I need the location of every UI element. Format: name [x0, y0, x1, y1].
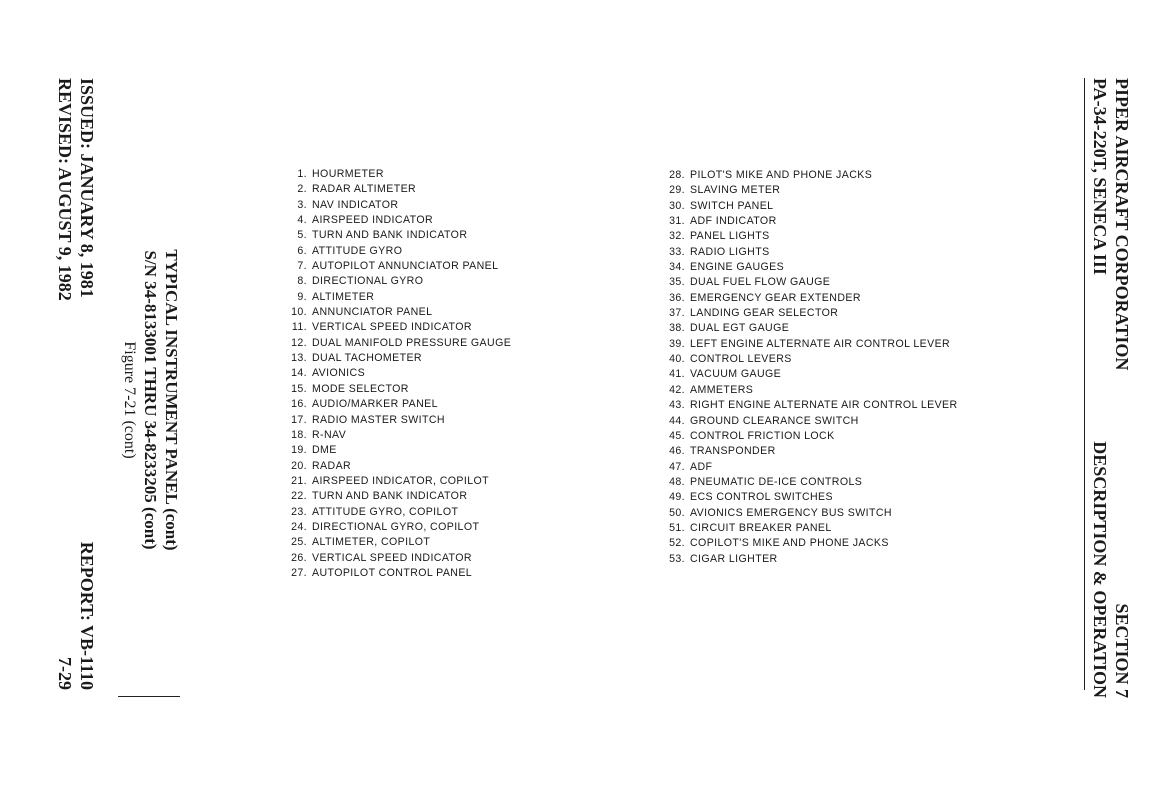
legend-item [280, 566, 511, 581]
legend-list-left [280, 167, 511, 581]
legend-item-number: 14. [291, 367, 307, 380]
legend-item-label: CIRCUIT BREAKER PANEL [690, 521, 832, 534]
legend-item-label: AIRSPEED INDICATOR [312, 214, 434, 227]
legend-item-number: 13. [291, 352, 307, 365]
legend-item-number: 34. [669, 261, 685, 274]
legend-item-number: 9. [297, 290, 307, 303]
legend-item [660, 199, 958, 214]
legend-item-label: TURN AND BANK INDICATOR [312, 229, 468, 242]
legend-item-label: ALTIMETER, COPILOT [312, 536, 431, 549]
legend-item-label: PNEUMATIC DE-ICE CONTROLS [690, 475, 863, 488]
legend-item-label: ADF [690, 460, 713, 473]
legend-item [280, 305, 511, 320]
legend-item [660, 460, 958, 475]
legend-item-label: RADIO MASTER SWITCH [312, 413, 445, 426]
legend-item-label: ALTIMETER [312, 290, 375, 303]
legend-item-label: RADAR [312, 459, 352, 472]
legend-item-number: 47. [669, 460, 685, 473]
legend-item-number: 4. [297, 214, 307, 227]
legend-item-label: ECS CONTROL SWITCHES [690, 491, 833, 504]
legend-item-label: SWITCH PANEL [690, 199, 774, 212]
legend-item-label: ANNUNCIATOR PANEL [312, 306, 433, 319]
legend-item-number: 5. [297, 229, 307, 242]
legend-item-number: 1. [297, 168, 307, 180]
legend-item-label: TRANSPONDER [690, 445, 776, 458]
header-row-2 [1089, 78, 1111, 698]
legend-item [280, 274, 511, 289]
legend-item [280, 382, 511, 397]
legend-item [660, 291, 958, 306]
legend-item [660, 414, 958, 429]
aircraft-model: PA-34-220T, SENECA III [1090, 78, 1110, 275]
legend-item-label: AVIONICS [312, 367, 366, 380]
legend-item-number: 53. [669, 552, 685, 565]
legend-item-label: R-NAV [312, 428, 347, 441]
legend-item-number: 16. [291, 398, 307, 411]
legend-item [660, 444, 958, 459]
page-header [1089, 78, 1133, 698]
legend-item [660, 367, 958, 382]
legend-item-label: AMMETERS [690, 383, 754, 396]
serial-range: S/N 34-8133001 THRU 34-8233205 (cont) [141, 250, 160, 550]
legend-item [660, 214, 958, 229]
legend-item-label: EMERGENCY GEAR EXTENDER [690, 291, 861, 304]
legend-item-number: 17. [291, 413, 307, 426]
legend-item-label: CONTROL LEVERS [690, 353, 792, 366]
legend-item-number: 29. [669, 184, 685, 197]
legend-item-label: DIRECTIONAL GYRO, COPILOT [312, 520, 480, 533]
section-title: DESCRIPTION & OPERATION [1090, 441, 1110, 698]
legend-item-label: MODE SELECTOR [312, 382, 409, 395]
figure-title: TYPICAL INSTRUMENT PANEL (cont) [162, 249, 181, 551]
revised-date: REVISED: AUGUST 9, 1982 [55, 78, 75, 301]
legend-item [660, 260, 958, 275]
legend-item-number: 19. [291, 444, 307, 457]
legend-item-label: VERTICAL SPEED INDICATOR [312, 321, 472, 334]
legend-item-number: 2. [297, 183, 307, 196]
legend-item-number: 45. [669, 429, 685, 442]
legend-item-number: 20. [291, 459, 307, 472]
legend-item [280, 459, 511, 474]
legend-item [280, 520, 511, 535]
report-number: REPORT: VB-1110 [77, 541, 97, 690]
legend-item [660, 321, 958, 336]
legend-item [280, 535, 511, 550]
footer-row-2 [54, 78, 76, 690]
legend-item-label: TURN AND BANK INDICATOR [312, 490, 468, 503]
legend-item [280, 489, 511, 504]
legend-item-label: DUAL EGT GAUGE [690, 322, 790, 335]
legend-item [280, 413, 511, 428]
legend-item [660, 506, 958, 521]
legend-item [660, 168, 958, 183]
legend-item-label: DUAL FUEL FLOW GAUGE [690, 276, 831, 289]
legend-item-number: 38. [669, 322, 685, 335]
legend-item [280, 366, 511, 381]
legend-item-number: 23. [291, 505, 307, 518]
legend-item [280, 428, 511, 443]
legend-item-number: 27. [291, 566, 307, 579]
legend-item-label: ADF INDICATOR [690, 215, 777, 228]
legend-item [280, 259, 511, 274]
legend-item-label: GROUND CLEARANCE SWITCH [690, 414, 859, 427]
legend-item-label: CIGAR LIGHTER [690, 552, 778, 565]
legend-item-label: AUTOPILOT ANNUNCIATOR PANEL [312, 260, 499, 273]
legend-item-number: 46. [669, 445, 685, 458]
legend-item-number: 51. [669, 521, 685, 534]
legend-item-number: 32. [669, 230, 685, 243]
company-name: PIPER AIRCRAFT CORPORATION [1112, 78, 1132, 371]
legend-item-label: RADAR ALTIMETER [312, 183, 417, 196]
legend-item [280, 474, 511, 489]
legend-item-number: 41. [669, 368, 685, 381]
legend-item-label: DME [312, 444, 337, 457]
legend-item-number: 43. [669, 399, 685, 412]
footer-row-1 [76, 78, 98, 690]
legend-item [280, 336, 511, 351]
legend-item-label: LEFT ENGINE ALTERNATE AIR CONTROL LEVER [690, 337, 951, 350]
legend-item-number: 31. [669, 215, 685, 228]
legend-item-label: DIRECTIONAL GYRO [312, 275, 424, 288]
legend-item-number: 33. [669, 245, 685, 258]
legend-item-label: DUAL MANIFOLD PRESSURE GAUGE [312, 336, 512, 349]
legend-item-number: 10. [291, 306, 307, 319]
legend-item [660, 275, 958, 290]
legend-item [280, 505, 511, 520]
legend-item-label: ATTITUDE GYRO [312, 244, 403, 257]
figure-number: Figure 7-21 (cont) [121, 341, 138, 459]
legend-item-number: 35. [669, 276, 685, 289]
legend-item [660, 475, 958, 490]
legend-item-number: 30. [669, 199, 685, 212]
figure-caption [119, 200, 182, 600]
legend-item-label: AUTOPILOT CONTROL PANEL [312, 566, 473, 579]
legend-item [280, 397, 511, 412]
legend-item [280, 244, 511, 259]
legend-item-label: LANDING GEAR SELECTOR [690, 307, 839, 320]
legend-item-label: CONTROL FRICTION LOCK [690, 429, 835, 442]
legend-item-label: VERTICAL SPEED INDICATOR [312, 551, 472, 564]
footer-rule [118, 696, 180, 697]
legend-item-label: RADIO LIGHTS [690, 245, 770, 258]
legend-item [280, 167, 511, 182]
legend-item-label: COPILOT'S MIKE AND PHONE JACKS [690, 537, 889, 550]
legend-item [660, 536, 958, 551]
legend-item-number: 7. [297, 260, 307, 273]
legend-item [660, 352, 958, 367]
legend-item-number: 37. [669, 307, 685, 320]
legend-item-number: 50. [669, 506, 685, 519]
legend-item-label: AVIONICS EMERGENCY BUS SWITCH [690, 506, 892, 519]
legend-list-right [660, 168, 958, 567]
legend-item-number: 44. [669, 414, 685, 427]
legend-item-number: 24. [291, 520, 307, 533]
legend-item [660, 183, 958, 198]
legend-item-number: 12. [291, 336, 307, 349]
legend-item-number: 21. [291, 474, 307, 487]
legend-item-label: PANEL LIGHTS [690, 230, 770, 243]
legend-item [280, 213, 511, 228]
legend-item-number: 28. [669, 169, 685, 181]
page-number: 7-29 [55, 657, 75, 690]
legend-item [280, 198, 511, 213]
legend-item-number: 22. [291, 490, 307, 503]
legend-item [280, 182, 511, 197]
legend-item-label: ATTITUDE GYRO, COPILOT [312, 505, 459, 518]
legend-item-number: 36. [669, 291, 685, 304]
legend-item [660, 521, 958, 536]
legend-item-label: PILOT'S MIKE AND PHONE JACKS [690, 169, 873, 181]
legend-item [280, 290, 511, 305]
legend-item [280, 228, 511, 243]
legend-item-label: AIRSPEED INDICATOR, COPILOT [312, 474, 489, 487]
legend-item-number: 26. [291, 551, 307, 564]
legend-item-number: 52. [669, 537, 685, 550]
legend-item-number: 8. [297, 275, 307, 288]
legend-item [660, 552, 958, 567]
legend-item-label: NAV INDICATOR [312, 198, 399, 211]
legend-item-number: 48. [669, 475, 685, 488]
legend-item [660, 337, 958, 352]
legend-item [280, 320, 511, 335]
legend-item [660, 429, 958, 444]
legend-item-number: 25. [291, 536, 307, 549]
legend-item [280, 443, 511, 458]
legend-item-number: 49. [669, 491, 685, 504]
legend-item [660, 306, 958, 321]
legend-item [280, 551, 511, 566]
legend-item-number: 3. [297, 198, 307, 211]
legend-item-label: VACUUM GAUGE [690, 368, 782, 381]
legend-item-number: 42. [669, 383, 685, 396]
legend-item-number: 6. [297, 244, 307, 257]
legend-item-label: DUAL TACHOMETER [312, 352, 422, 365]
header-row-1 [1111, 78, 1133, 698]
legend-item [280, 351, 511, 366]
legend-item-number: 39. [669, 337, 685, 350]
legend-item [660, 229, 958, 244]
page-footer [54, 78, 98, 690]
legend-item [660, 383, 958, 398]
legend-item [660, 245, 958, 260]
legend-item-label: ENGINE GAUGES [690, 261, 785, 274]
legend-item-number: 18. [291, 428, 307, 441]
legend-item-label: HOURMETER [312, 168, 384, 180]
legend-item-label: SLAVING METER [690, 184, 781, 197]
legend-item-label: RIGHT ENGINE ALTERNATE AIR CONTROL LEVER [690, 399, 958, 412]
legend-item-label: AUDIO/MARKER PANEL [312, 398, 438, 411]
section-number: SECTION 7 [1112, 603, 1132, 698]
legend-item [660, 398, 958, 413]
legend-item-number: 11. [291, 321, 307, 334]
issued-date: ISSUED: JANUARY 8, 1981 [77, 78, 97, 298]
legend-item [660, 490, 958, 505]
legend-item-number: 15. [291, 382, 307, 395]
header-divider [1084, 78, 1085, 690]
legend-item-number: 40. [669, 353, 685, 366]
